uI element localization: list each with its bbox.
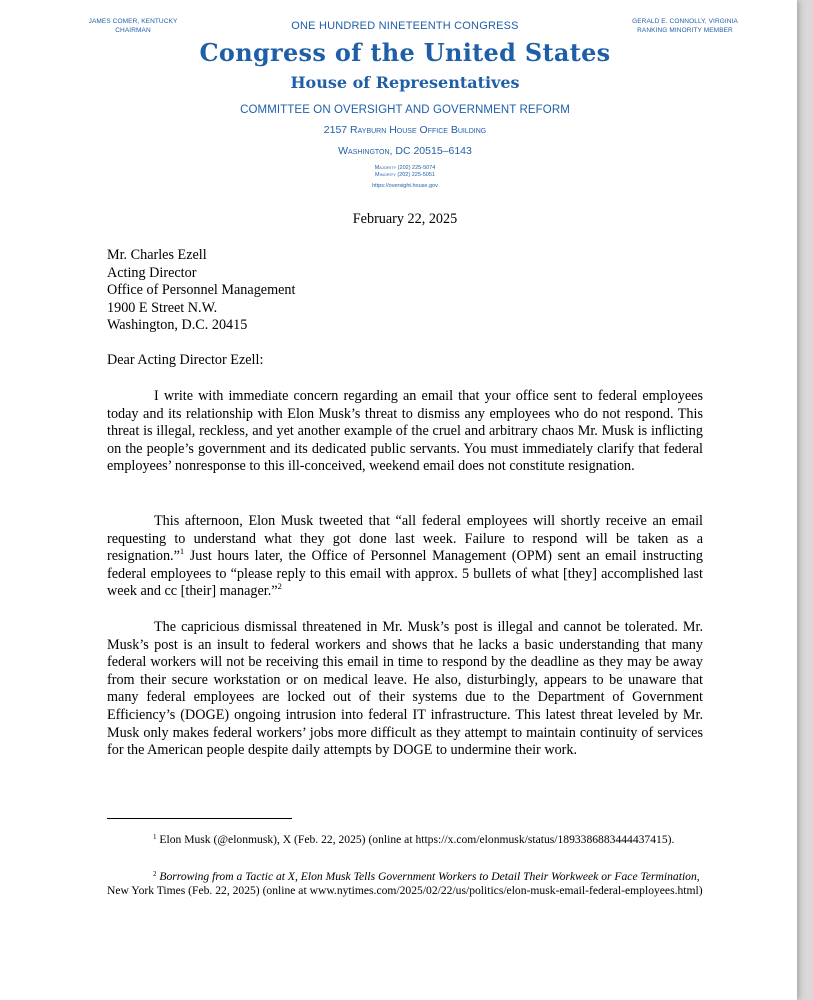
recipient-line: Mr. Charles Ezell <box>107 247 207 263</box>
recipient-line: Office of Personnel Management <box>107 282 296 299</box>
footnote-1-text: Elon Musk (@elonmusk), X (Feb. 22, 2025) (online at https://x.com/elonmusk/status/1893386883444437415). <box>156 833 675 846</box>
minority-phone: Minority (202) 225-5051 <box>375 172 435 178</box>
paragraph-2 <box>107 513 703 601</box>
recipient-line: 1900 E Street N.W. <box>107 299 218 316</box>
recipient-address <box>107 247 703 335</box>
letterhead-house: House of Representatives <box>290 73 520 92</box>
footnote-number: 2 <box>153 870 157 878</box>
footnote-ref-2[interactable]: 2 <box>277 581 282 592</box>
paragraph-1: I write with immediate concern regarding an email that your office sent to federal employees today and its relationship with Elon Musk’s threat to dismiss any employees who do not respond. This threat is illegal, reckless, and yet another example of the cruel and arbitrary chaos Mr. Musk is inflicting on the people’s government and its dedicated public servants. You must immediately clarify that federal employees’ nonresponse to this ill-conceived, weekend email does not constitute resignation. <box>107 388 703 475</box>
footnote-ref-1[interactable]: 1 <box>179 546 185 557</box>
paragraph-2-part-b: Just hours later, the Office of Personnel Management (OPM) sent an email instructing federal employees to “please reply to this email with approx. 5 bullets of what [they] accomplished last week and cc [their] manager.” <box>107 548 703 600</box>
footnote-1 <box>107 833 703 847</box>
paragraph-3: The capricious dismissal threatened in Mr. Musk’s post is illegal and cannot be tolerated. Mr. Musk’s post is an insult to federal workers and shows that he lacks a basic understanding that many federal workers will not be receiving this email in time to respond by the deadline as they may be away from their secure workstation or on medical leave. He also, disturbingly, appears to be unaware that many federal employees are locked out of their systems due to the Department of Government Efficiency’s (DOGE) ongoing intrusion into federal IT infrastructure. This latest threat leveled by Mr. Musk only makes federal workers’ jobs more difficult as they attempt to maintain continuity of services for the American people despite daily attempts by DOGE to undermine their work. <box>107 619 703 759</box>
recipient-line: Acting Director <box>107 264 197 281</box>
chairman-title: CHAIRMAN <box>115 26 151 34</box>
office-address: 2157 Rayburn House Office Building <box>323 124 487 136</box>
recipient-line: Washington, D.C. 20415 <box>107 317 248 334</box>
office-city: Washington, DC 20515–6143 <box>338 145 472 157</box>
footnote-divider <box>107 818 292 819</box>
website-link[interactable]: https://oversight.house.gov <box>372 183 438 189</box>
letterhead-title: Congress of the United States <box>199 38 611 67</box>
letterhead <box>160 16 650 189</box>
paragraph-2-part-a: This afternoon, Elon Musk tweeted that “all federal employees will shortly receive an email requesting to understand what they got done last week. Failure to respond will be taken as a resignation.” <box>107 513 703 565</box>
ranking-member-name: GERALD E. CONNOLLY, VIRGINIA <box>632 18 738 25</box>
committee-name: COMMITTEE ON OVERSIGHT AND GOVERNMENT REFORM <box>240 104 570 116</box>
congress-number: ONE HUNDRED NINETEENTH CONGRESS <box>291 20 519 32</box>
majority-phone: Majority (202) 225-5074 <box>374 165 436 171</box>
salutation: Dear Acting Director Ezell: <box>107 352 264 368</box>
ranking-member-title: RANKING MINORITY MEMBER <box>637 26 733 34</box>
phone-numbers <box>160 165 650 179</box>
letter-date: February 22, 2025 <box>352 211 458 227</box>
chairman-name: JAMES COMER, KENTUCKY <box>88 18 178 25</box>
footnote-2-text: , New York Times (Feb. 22, 2025) (online at www.nytimes.com/2025/02/22/us/politics/elon-musk-email-federal-employees.html) <box>107 870 703 897</box>
footnote-number: 1 <box>153 833 157 841</box>
footnote-2-article-title: Borrowing from a Tactic at X, Elon Musk Tells Government Workers to Detail Their Workweek or Face Termination <box>156 870 697 883</box>
footnote-2 <box>107 870 703 898</box>
